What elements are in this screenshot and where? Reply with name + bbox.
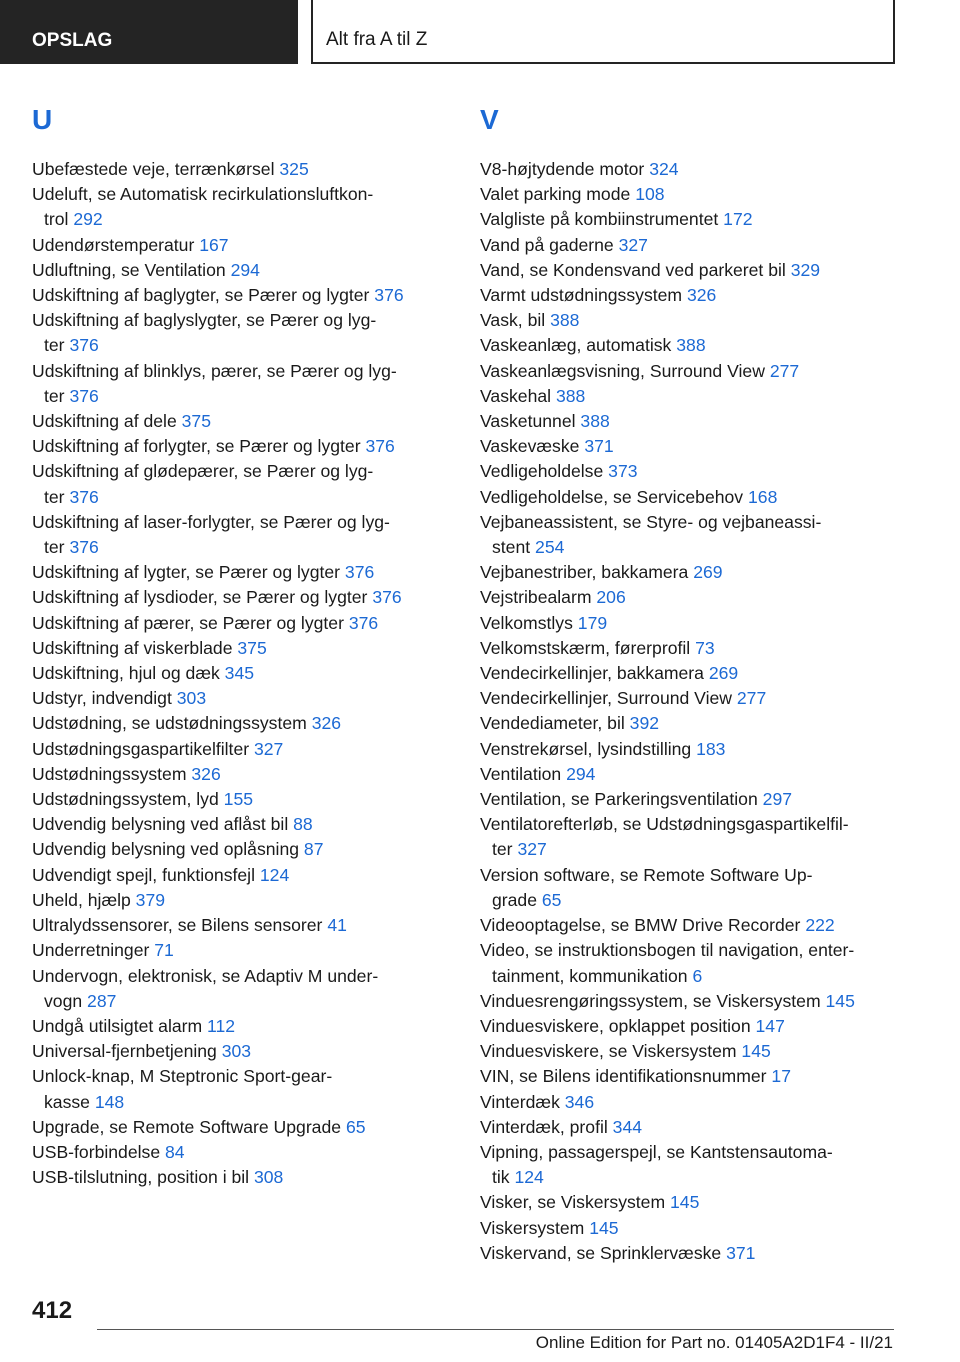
index-entry-text: Vand, se Kondensvand ved parkeret bil — [480, 259, 786, 280]
index-entry — [480, 787, 900, 812]
index-entry-page-link[interactable]: 388 — [555, 385, 586, 406]
index-entry — [480, 711, 900, 736]
index-entry-text: Videooptagelse, se BMW Drive Recorder — [480, 915, 801, 936]
index-entry-page-link[interactable]: 375 — [237, 637, 267, 658]
index-entry — [480, 510, 900, 560]
index-entry — [480, 434, 900, 459]
index-entry — [480, 636, 900, 661]
index-entry-page-link[interactable]: 376 — [69, 385, 99, 406]
index-entry — [32, 258, 452, 283]
index-entry-page-link[interactable]: 324 — [649, 159, 679, 179]
index-entry-page-link[interactable]: 373 — [608, 461, 638, 482]
index-entry-text: Unlock-knap, M Steptronic Sport-gear- kasse — [32, 1066, 333, 1112]
index-entry-page-link[interactable]: 148 — [94, 1091, 125, 1112]
index-entry — [32, 359, 452, 409]
index-entry-page-link[interactable]: 112 — [207, 1015, 236, 1036]
index-entry-page-link[interactable]: 376 — [365, 436, 395, 457]
index-entry — [32, 888, 452, 913]
index-entry-page-link[interactable]: 277 — [769, 360, 800, 381]
index-entry-page-link[interactable]: 269 — [708, 663, 739, 684]
index-entry-page-link[interactable]: 124 — [259, 864, 290, 885]
index-entry-page-link[interactable]: 65 — [541, 889, 562, 910]
index-entry-text: Udskiftning af blinklys, pærer, se Pærer og lyg- ter — [32, 360, 397, 406]
index-entry-text: Udskiftning af pærer, se Pærer og lygter — [32, 612, 344, 633]
index-entry-text: Udstødningsgaspartikelfilter — [32, 738, 250, 759]
index-entry-page-link[interactable]: 254 — [535, 537, 565, 558]
index-entry — [480, 1115, 900, 1140]
index-entry — [32, 1039, 452, 1064]
index-entry-text: Viskersystem — [480, 1217, 585, 1238]
index-entry — [32, 157, 452, 182]
index-entry-page-link[interactable]: 155 — [223, 789, 254, 810]
index-entry — [32, 308, 452, 358]
index-entry-text: Visker, se Viskersystem — [480, 1192, 666, 1213]
index-entry-text: Vasketunnel — [480, 411, 576, 432]
index-entry-text: Upgrade, se Remote Software Upgrade — [32, 1116, 342, 1137]
index-entry-text: Velkomstlys — [480, 612, 573, 633]
index-entry — [480, 207, 900, 232]
index-entry — [480, 913, 900, 938]
index-entry-text: Valgliste på kombiinstrumentet — [480, 209, 719, 230]
index-entry — [480, 1216, 900, 1241]
index-entry — [32, 863, 452, 888]
index-entry — [32, 636, 452, 661]
index-entry-page-link[interactable]: 308 — [253, 1167, 284, 1188]
index-entry — [480, 1039, 900, 1064]
index-entry — [32, 434, 452, 459]
index-entry-page-link[interactable]: 145 — [670, 1192, 700, 1213]
index-entry — [32, 459, 452, 509]
index-entry-page-link[interactable]: 183 — [696, 738, 726, 759]
index-entry-text: Vinduesviskere, opklappet position — [480, 1015, 751, 1036]
index-entry-page-link[interactable]: 371 — [726, 1242, 756, 1263]
index-entry — [480, 1090, 900, 1115]
index-entry-page-link[interactable]: 292 — [73, 209, 103, 230]
index-entry — [480, 661, 900, 686]
index-entry-text: Vaskevæske — [480, 436, 580, 457]
index-entry-page-link[interactable]: 379 — [135, 889, 166, 910]
index-entry-page-link[interactable]: 287 — [87, 990, 117, 1011]
index-entry-page-link[interactable]: 41 — [327, 915, 347, 936]
index-entry-text: Varmt udstødningssystem — [480, 285, 683, 306]
index-entry-page-link[interactable]: 325 — [279, 159, 309, 179]
index-entry-text: Udstødning, se udstødningssystem — [32, 713, 307, 734]
index-entry — [32, 1140, 452, 1165]
index-entry-page-link[interactable]: 388 — [580, 411, 610, 432]
index-entry — [480, 1014, 900, 1039]
index-entry-text: Udskiftning af glødepærer, se Pærer og lyg- ter — [32, 461, 374, 507]
index-entry-text: USB-tilslutning, position i bil — [32, 1167, 250, 1188]
index-entry-text: Underretninger — [32, 940, 150, 961]
index-entry-page-link[interactable]: 326 — [686, 285, 717, 306]
index-entry-page-link[interactable]: 6 — [692, 965, 703, 986]
index-entry-text: Valet parking mode — [480, 184, 631, 205]
index-entry — [480, 1140, 900, 1190]
index-entry — [32, 1064, 452, 1114]
index-entry-page-link[interactable]: 344 — [612, 1116, 643, 1137]
index-entry-text: Udskiftning af baglygter, se Pærer og lygter — [32, 285, 370, 306]
index-entry-text: Udstyr, indvendigt — [32, 688, 172, 709]
index-entry — [32, 283, 452, 308]
index-entry-page-link[interactable]: 327 — [517, 839, 547, 860]
index-entry-text: VIN, se Bilens identifikationsnummer — [480, 1066, 767, 1087]
index-entry — [32, 762, 452, 787]
index-entry — [480, 308, 900, 333]
index-entry-page-link[interactable]: 71 — [154, 940, 174, 961]
index-entry — [480, 485, 900, 510]
index-entry-text: Udskiftning af viskerblade — [32, 637, 233, 658]
index-entry-text: Vaskeanlægsvisning, Surround View — [480, 360, 765, 381]
index-entry-text: Undervogn, elektronisk, se Adaptiv M under- vogn — [32, 965, 379, 1011]
index-entry — [32, 837, 452, 862]
index-entry-text: Vendediameter, bil — [480, 713, 625, 734]
index-column-u — [32, 100, 452, 1190]
index-entry-page-link[interactable]: 376 — [69, 335, 99, 356]
index-entry-page-link[interactable]: 376 — [69, 486, 99, 507]
index-entry — [480, 283, 900, 308]
index-entry-text: Udskiftning af forlygter, se Pærer og lygter — [32, 436, 361, 457]
index-entry — [480, 938, 900, 988]
index-entry-text: Ventilatorefterløb, se Udstødningsgaspartikelfil- ter — [480, 814, 849, 860]
index-entry-page-link[interactable]: 73 — [695, 637, 715, 658]
index-entries-list — [480, 157, 900, 1266]
index-entry-page-link[interactable]: 222 — [805, 915, 835, 936]
index-entry-page-link[interactable]: 388 — [550, 310, 580, 331]
index-entry — [32, 737, 452, 762]
index-entry-text: Udvendig belysning ved aflåst bil — [32, 814, 289, 835]
index-entry — [32, 510, 452, 560]
index-entry — [32, 938, 452, 963]
index-entry-page-link[interactable]: 145 — [589, 1217, 619, 1238]
index-entry — [480, 384, 900, 409]
index-entry — [480, 585, 900, 610]
index-entry-text: Udskiftning af lysdioder, se Pærer og lygter — [32, 587, 368, 608]
index-entry — [480, 863, 900, 913]
index-entry-text: Ultralydssensorer, se Bilens sensorer — [32, 915, 323, 936]
index-entry — [32, 787, 452, 812]
index-entry-page-link[interactable]: 327 — [253, 738, 284, 759]
index-entry-page-link[interactable]: 303 — [176, 688, 207, 709]
index-entry-page-link[interactable]: 147 — [755, 1015, 785, 1036]
index-entry-text: Vinduesrengøringssystem, se Viskersystem — [480, 990, 821, 1011]
index-entry-page-link[interactable]: 179 — [577, 612, 608, 633]
index-entry-page-link[interactable]: 65 — [345, 1116, 366, 1137]
index-entry — [480, 233, 900, 258]
index-entry — [32, 1165, 452, 1190]
index-entry-text: Vedligeholdelse — [480, 461, 604, 482]
index-entry — [480, 812, 900, 862]
index-entry-text: Vejbanestriber, bakkamera — [480, 562, 689, 583]
footer-divider — [97, 1329, 894, 1330]
footer-edition-text: Online Edition for Part no. 01405A2D1F4 - II/21 — [535, 1333, 893, 1352]
index-entry — [32, 585, 452, 610]
index-entries-list — [32, 157, 452, 1190]
index-entry-page-link[interactable]: 326 — [311, 713, 342, 734]
index-entry-page-link[interactable]: 303 — [221, 1041, 252, 1062]
index-entry — [480, 258, 900, 283]
index-entry — [32, 711, 452, 736]
index-entry-text: Viskervand, se Sprinklervæske — [480, 1242, 722, 1263]
index-entry-text: Ubefæstede veje, terrænkørsel — [32, 159, 275, 179]
index-entry-text: Vinduesviskere, se Viskersystem — [480, 1041, 737, 1062]
index-entry-text: Vinterdæk, profil — [480, 1116, 608, 1137]
index-entry-text: Udstødningssystem, lyd — [32, 789, 219, 810]
index-entry-page-link[interactable]: 88 — [293, 814, 313, 835]
index-entry-page-link[interactable]: 277 — [736, 688, 767, 709]
index-entry-page-link[interactable]: 297 — [762, 789, 793, 810]
index-entry-text: Vipning, passagerspejl, se Kantstensautoma- tik — [480, 1141, 833, 1188]
index-entry — [480, 1190, 900, 1215]
index-entry-text: Udskiftning, hjul og dæk — [32, 663, 220, 684]
index-entry-page-link[interactable]: 326 — [191, 763, 221, 784]
index-entry — [32, 661, 452, 686]
index-column-v — [480, 100, 900, 1266]
index-entry-page-link[interactable]: 17 — [771, 1066, 791, 1087]
index-entry — [480, 157, 900, 182]
index-entry — [480, 333, 900, 358]
index-entry-page-link[interactable]: 392 — [629, 713, 660, 734]
index-entry-text: Udskiftning af dele — [32, 411, 177, 432]
index-entry-page-link[interactable]: 327 — [618, 234, 648, 255]
index-entry-page-link[interactable]: 345 — [224, 663, 255, 684]
index-entry-page-link[interactable]: 206 — [596, 587, 626, 608]
page-header — [0, 0, 960, 66]
index-entry-text: Ventilation — [480, 763, 562, 784]
index-entry-text: Version software, se Remote Software Up- grade — [480, 864, 813, 910]
index-entry-text: Udstødningssystem — [32, 763, 187, 784]
index-entry — [480, 989, 900, 1014]
index-entry — [480, 737, 900, 762]
index-entry-page-link[interactable]: 84 — [165, 1141, 185, 1162]
index-entry — [32, 233, 452, 258]
index-entry-text: Video, se instruktionsbogen til navigation, enter- tainment, kommunikation — [480, 940, 855, 986]
index-entry-page-link[interactable]: 168 — [748, 486, 778, 507]
index-entry-page-link[interactable]: 329 — [790, 259, 821, 280]
index-entry-text: Udvendigt spejl, funktionsfejl — [32, 864, 255, 885]
index-entry — [480, 686, 900, 711]
index-letter-heading: U — [32, 104, 53, 135]
index-entry — [32, 812, 452, 837]
index-entry-text: Velkomstskærm, førerprofil — [480, 637, 691, 658]
index-entry — [32, 1115, 452, 1140]
index-letter-heading: V — [480, 104, 499, 135]
index-entry — [32, 182, 452, 232]
index-entry — [32, 964, 452, 1014]
index-entry-page-link[interactable]: 167 — [199, 234, 229, 255]
index-entry-page-link[interactable]: 172 — [723, 209, 753, 230]
index-entry-text: USB-forbindelse — [32, 1141, 161, 1162]
page-number: 412 — [32, 1297, 73, 1324]
index-entry-text: Vendecirkellinjer, bakkamera — [480, 663, 704, 684]
index-entry-text: Udendørstemperatur — [32, 234, 195, 255]
index-entry-text: Vaskehal — [480, 385, 552, 406]
index-entry-text: Udskiftning af lygter, se Pærer og lygter — [32, 562, 341, 583]
index-entry — [480, 762, 900, 787]
index-entry-text: Uheld, hjælp — [32, 889, 131, 910]
index-entry-page-link[interactable]: 376 — [348, 612, 379, 633]
index-entry-text: Vejbaneassistent, se Styre- og vejbaneassi- stent — [480, 511, 822, 558]
index-entry-text: Udskiftning af laser-forlygter, se Pærer og lyg- ter — [32, 511, 390, 558]
index-entry — [480, 1241, 900, 1266]
index-entry-text: Universal-fjernbetjening — [32, 1041, 217, 1062]
index-entry-page-link[interactable]: 87 — [303, 839, 324, 860]
index-entry — [32, 611, 452, 636]
index-entry-text: Vaskeanlæg, automatisk — [480, 335, 672, 356]
index-entry-text: Udskiftning af baglyslygter, se Pærer og lyg- ter — [32, 310, 377, 356]
index-entry-page-link[interactable]: 388 — [676, 335, 706, 356]
index-entry-page-link[interactable]: 294 — [566, 763, 596, 784]
index-entry-text: Ventilation, se Parkeringsventilation — [480, 789, 758, 810]
index-entry-page-link[interactable]: 376 — [69, 537, 99, 558]
index-entry — [32, 560, 452, 585]
index-entry-page-link[interactable]: 346 — [564, 1091, 595, 1112]
index-entry — [480, 182, 900, 207]
index-entry-page-link[interactable]: 376 — [372, 587, 402, 608]
index-entry-text: Udvendig belysning ved oplåsning — [32, 839, 300, 860]
index-entry-page-link[interactable]: 376 — [344, 562, 375, 583]
section-tab: OPSLAG — [0, 0, 298, 64]
index-entry-text: V8-højtydende motor — [480, 159, 645, 179]
index-entry-text: Undgå utilsigtet alarm — [32, 1015, 203, 1036]
index-entry-page-link[interactable]: 124 — [514, 1167, 544, 1188]
index-entry-text: Venstrekørsel, lysindstilling — [480, 738, 692, 759]
index-entry-page-link[interactable]: 294 — [230, 259, 260, 280]
index-entry — [32, 686, 452, 711]
index-entry-text: Vask, bil — [480, 310, 546, 331]
index-entry-text: Vinterdæk — [480, 1091, 560, 1112]
index-entry-page-link[interactable]: 371 — [584, 436, 614, 457]
index-entry-text: Vand på gaderne — [480, 234, 614, 255]
index-entry-page-link[interactable]: 375 — [181, 411, 211, 432]
index-entry — [480, 1064, 900, 1089]
index-entry — [32, 913, 452, 938]
index-entry — [32, 1014, 452, 1039]
index-entry — [480, 560, 900, 585]
index-entry-text: Vendecirkellinjer, Surround View — [480, 688, 732, 709]
chapter-tab: Alt fra A til Z — [311, 0, 895, 64]
index-entry — [480, 409, 900, 434]
index-entry-text: Vedligeholdelse, se Servicebehov — [480, 486, 744, 507]
index-entry-page-link[interactable]: 145 — [741, 1041, 771, 1062]
index-entry-page-link[interactable]: 145 — [825, 990, 855, 1011]
index-entry-text: Udluftning, se Ventilation — [32, 259, 226, 280]
index-entry-page-link[interactable]: 376 — [374, 285, 404, 306]
index-entry — [480, 359, 900, 384]
index-entry-page-link[interactable]: 269 — [693, 562, 723, 583]
index-entry-text: Udeluft, se Automatisk recirkulationsluftkon- trol — [32, 184, 374, 230]
index-entry-text: Vejstribealarm — [480, 587, 592, 608]
index-entry-page-link[interactable]: 108 — [635, 184, 665, 205]
index-entry — [480, 611, 900, 636]
index-entry — [480, 459, 900, 484]
index-entry — [32, 409, 452, 434]
